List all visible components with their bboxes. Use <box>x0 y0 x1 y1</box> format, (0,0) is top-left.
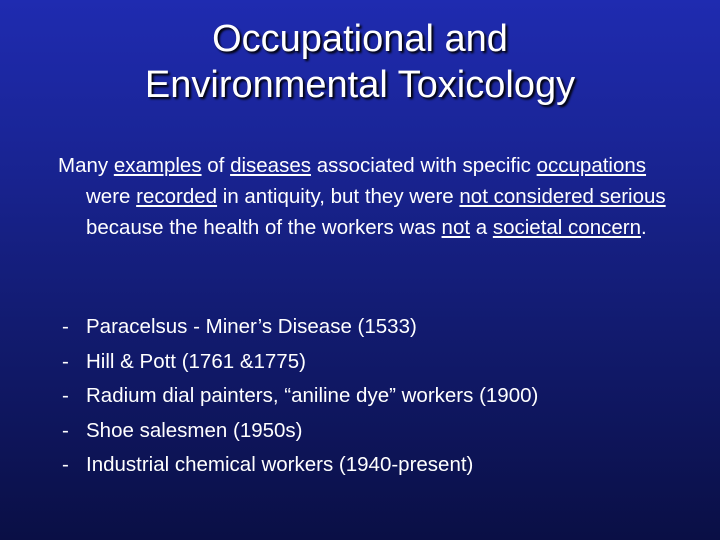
intro-text: of <box>201 154 231 177</box>
bullet-marker: - <box>62 349 69 373</box>
intro-text: . <box>640 216 647 239</box>
bullet-text: Industrial chemical workers (1940-present) <box>86 453 474 476</box>
intro-emphasis: societal concern <box>492 216 641 239</box>
bullet-text: Paracelsus - Miner’s Disease (1533) <box>86 315 417 338</box>
bullet-item <box>62 310 538 345</box>
intro-emphasis: occupations <box>536 154 647 177</box>
title-line-2: Environmental Toxicology <box>144 64 576 106</box>
intro-emphasis: diseases <box>230 154 311 177</box>
bullet-marker: - <box>62 453 69 476</box>
intro-text: in antiquity, but they were <box>217 185 460 208</box>
bullet-item <box>62 345 538 380</box>
intro-text: associated with specific <box>311 154 537 177</box>
slide-title <box>0 16 720 108</box>
bullet-item <box>62 448 538 483</box>
intro-paragraph <box>58 150 666 243</box>
bullet-text: Radium dial painters, “aniline dye” workers (1900) <box>86 384 539 407</box>
bullet-marker: - <box>62 418 69 442</box>
bullet-list <box>62 310 538 483</box>
intro-text: Many <box>58 154 114 177</box>
intro-text: because the health of the workers was <box>86 216 442 239</box>
intro-text: were <box>86 185 137 208</box>
bullet-marker: - <box>62 384 69 407</box>
bullet-item <box>62 379 538 414</box>
intro-emphasis: recorded <box>136 185 218 208</box>
bullet-marker: - <box>62 315 69 338</box>
bullet-item <box>62 414 538 449</box>
title-line-1: Occupational and <box>212 18 508 60</box>
intro-emphasis: not <box>441 216 471 239</box>
intro-emphasis: not considered serious <box>459 185 666 208</box>
intro-text: a <box>470 216 493 239</box>
bullet-text: Shoe salesmen (1950s) <box>86 418 303 442</box>
bullet-text: Hill & Pott (1761 &1775) <box>86 349 306 373</box>
intro-emphasis: examples <box>113 154 202 177</box>
